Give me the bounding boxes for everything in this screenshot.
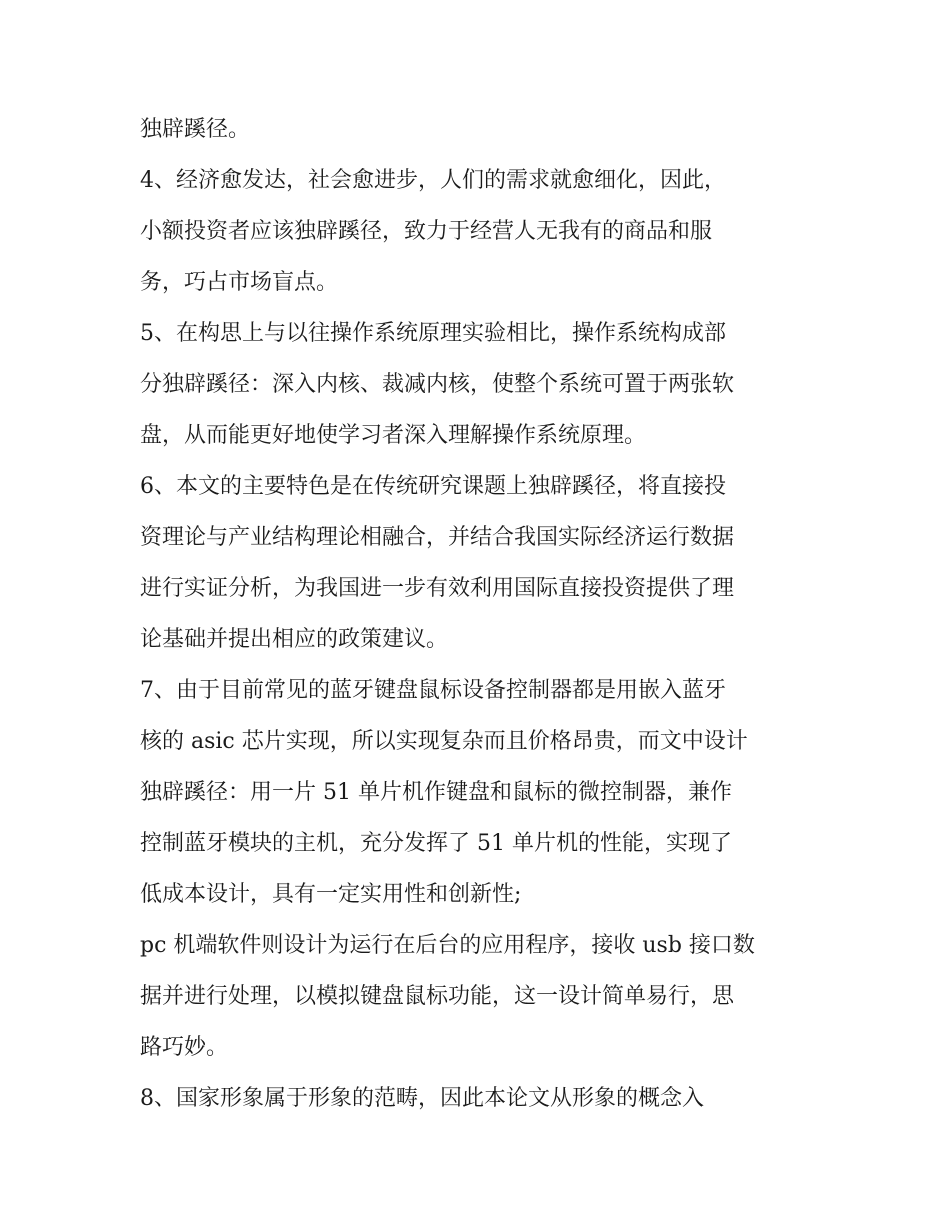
text-line: 7、由于目前常见的蓝牙键盘鼠标设备控制器都是用嵌入蓝牙 [140, 678, 726, 703]
text-line: 核的 asic 芯片实现，所以实现复杂而且价格昂贵，而文中设计 [140, 729, 748, 754]
text-line: 小额投资者应该独辟蹊径，致力于经营人无我有的商品和服 [140, 219, 713, 244]
text-line: 6、本文的主要特色是在传统研究课题上独辟蹊径，将直接投 [140, 474, 726, 499]
text-line: 进行实证分析，为我国进一步有效利用国际直接投资提供了理 [140, 576, 735, 601]
text-line: 5、在构思上与以往操作系统原理实验相比，操作系统构成部 [140, 321, 726, 346]
text-line: 资理论与产业结构理论相融合，并结合我国实际经济运行数据 [140, 525, 735, 550]
text-line: 务，巧占市场盲点。 [140, 270, 339, 295]
text-line: 8、国家形象属于形象的范畴，因此本论文从形象的概念入 [140, 1086, 704, 1111]
text-line: 控制蓝牙模块的主机，充分发挥了 51 单片机的性能，实现了 [140, 831, 732, 856]
text-line: 论基础并提出相应的政策建议。 [140, 627, 449, 652]
text-line: 低成本设计，具有一定实用性和创新性; [140, 882, 522, 907]
text-line: 分独辟蹊径：深入内核、裁减内核，使整个系统可置于两张软 [140, 372, 735, 397]
text-line: 据并进行处理，以模拟键盘鼠标功能，这一设计简单易行，思 [140, 984, 735, 1009]
text-line: 路巧妙。 [140, 1035, 229, 1060]
text-line: 4、经济愈发达，社会愈进步，人们的需求就愈细化，因此， [140, 168, 726, 193]
text-line: 独辟蹊径。 [140, 117, 251, 142]
document-body [140, 104, 820, 1124]
text-line: 独辟蹊径：用一片 51 单片机作键盘和鼠标的微控制器，兼作 [140, 780, 732, 805]
text-line: pc 机端软件则设计为运行在后台的应用程序，接收 usb 接口数 [140, 933, 755, 958]
text-line: 盘，从而能更好地使学习者深入理解操作系统原理。 [140, 423, 647, 448]
